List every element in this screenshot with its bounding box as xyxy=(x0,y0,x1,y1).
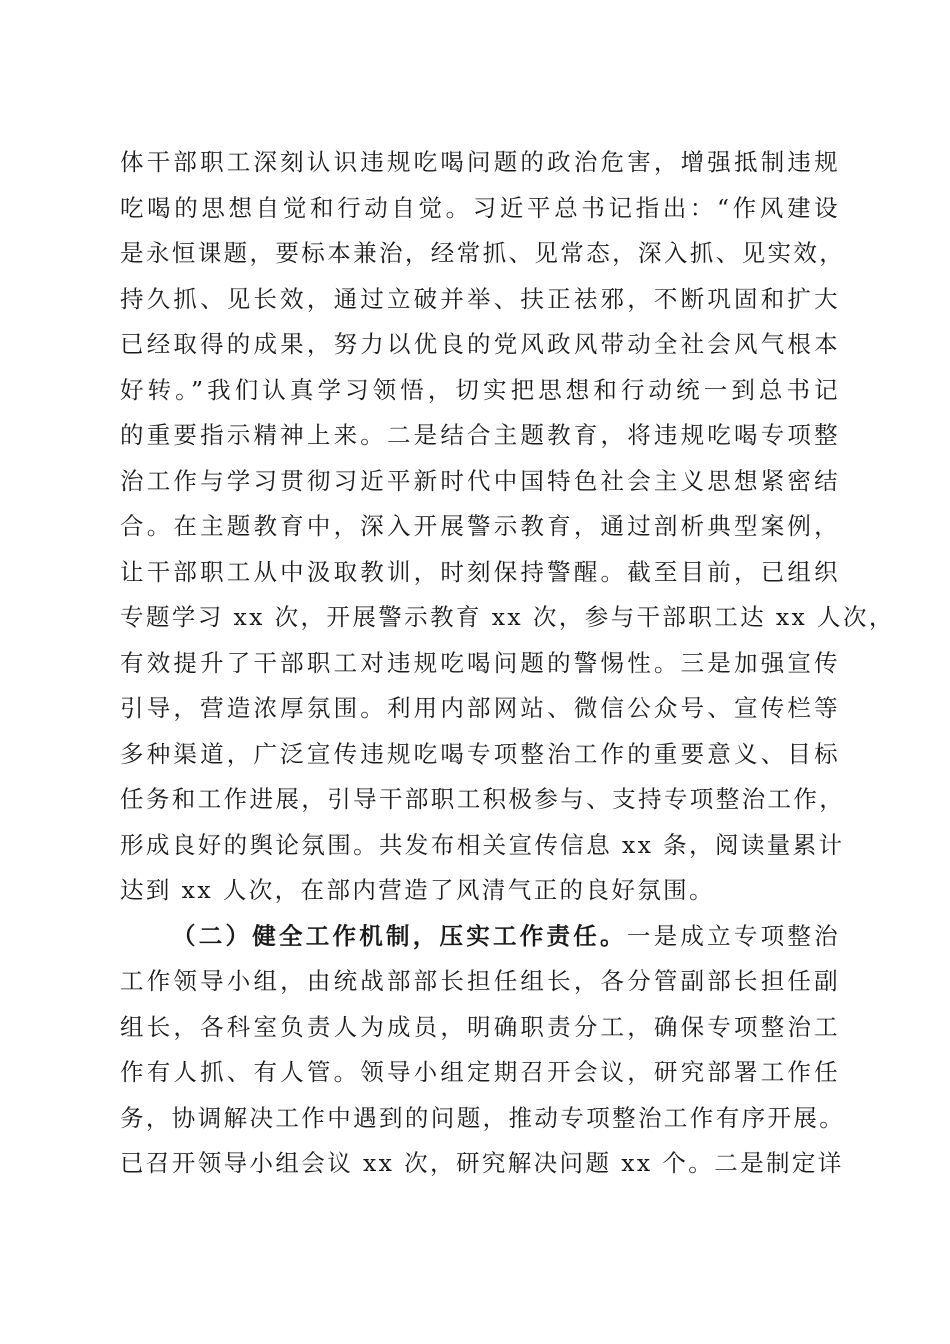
text-line: 任务和工作进展，引导干部职工积极参与、支持专项整治工作， xyxy=(120,785,846,813)
text-line: 持久抓、见长效，通过立破并举、扶正祛邪，不断巩固和扩大 xyxy=(120,284,840,313)
text-line: 治工作与学习贯彻习近平新时代中国特色社会主义思想紧密结 xyxy=(120,466,840,495)
text-line: 合。在主题教育中，深入开展警示教育，通过剖析典型案例， xyxy=(120,512,840,540)
text-line: 体干部职工深刻认识违规吃喝问题的政治危害，增强抵制违规 xyxy=(120,148,840,176)
text-line: 的重要指示精神上来。二是结合主题教育，将违规吃喝专项整 xyxy=(120,421,840,449)
text-line: 务，协调解决工作中遇到的问题，推动专项整治工作有序开展。 xyxy=(120,1103,846,1132)
text-line: 工作领导小组，由统战部部长担任组长，各分管副部长担任副 xyxy=(120,967,840,995)
text-line: 专题学习 xx 次，开展警示教育 xx 次，参与干部职工达 xx 人次， xyxy=(120,603,895,631)
text-line: 有效提升了干部职工对违规吃喝问题的警惕性。三是加强宣传 xyxy=(120,648,840,677)
text-line: 已召开领导小组会议 xx 次，研究解决问题 xx 个。二是制定详 xyxy=(120,1149,844,1177)
text-line: 形成良好的舆论氛围。共发布相关宣传信息 xx 条，阅读量累计 xyxy=(120,830,845,859)
text-line: 多种渠道，广泛宣传违规吃喝专项整治工作的重要意义、目标 xyxy=(120,739,840,768)
section-heading-line xyxy=(120,914,840,960)
text-line: 引导，营造浓厚氛围。利用内部网站、微信公众号、宣传栏等 xyxy=(120,694,840,722)
text-line: 吃喝的思想自觉和行动自觉。习近平总书记指出：“作风建设 xyxy=(120,193,840,222)
text-line: 是永恒课题，要标本兼治，经常抓、见常态，深入抓、见实效， xyxy=(120,239,846,267)
text-line: 已经取得的成果，努力以优良的党风政风带动全社会风气根本 xyxy=(120,330,840,358)
text-line: 作有人抓、有人管。领导小组定期召开会议，研究部署工作任 xyxy=(120,1058,840,1086)
section-heading: （二）健全工作机制，压实工作责任。 xyxy=(172,921,627,950)
text-line: 组长，各科室负责人为成员，明确职责分工，确保专项整治工 xyxy=(120,1012,840,1041)
text-line: 好转。”我们认真学习领悟，切实把思想和行动统一到总书记 xyxy=(120,375,840,404)
text-line: 让干部职工从中汲取教训，时刻保持警醒。截至目前，已组织 xyxy=(120,557,840,586)
text-line: 达到 xx 人次，在部内营造了风清气正的良好氛围。 xyxy=(120,876,715,904)
body-text xyxy=(120,140,895,1187)
section-heading-rest: 一是成立专项整治 xyxy=(626,921,840,950)
